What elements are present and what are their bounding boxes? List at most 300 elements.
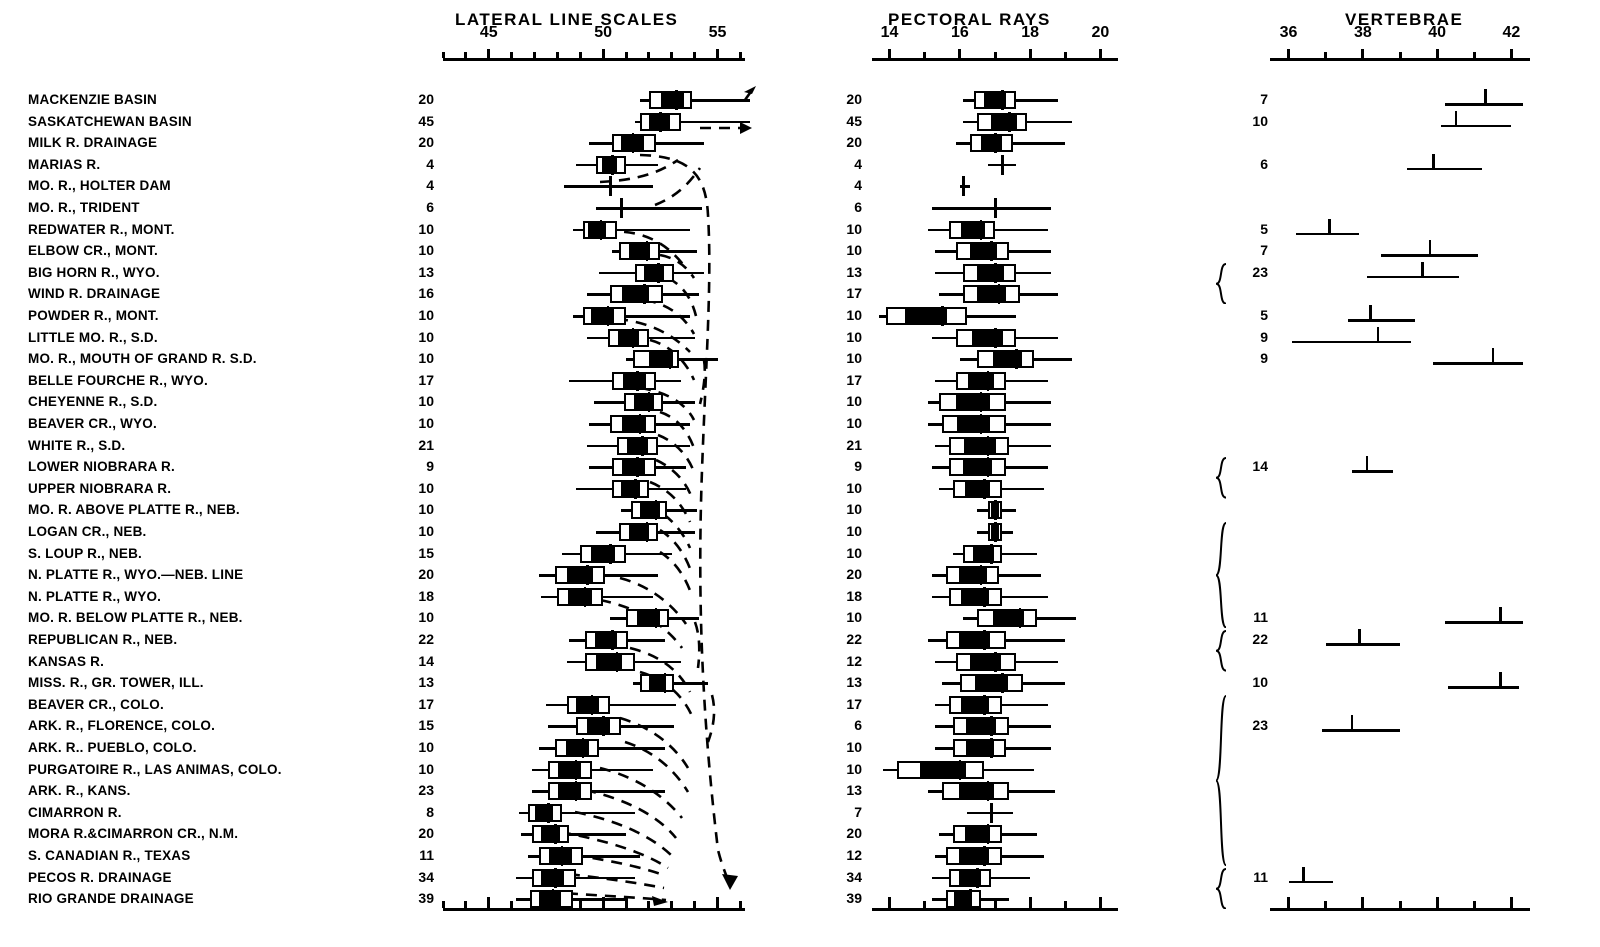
- axis-tick-label-pectoral: 14: [880, 24, 899, 41]
- bottom-tick-vertebrae: [1510, 897, 1513, 908]
- lateral-row-mean: [675, 90, 678, 110]
- pectoral-row-sd-bar: [981, 136, 1003, 150]
- vertebrae-mean: [1328, 219, 1331, 235]
- pectoral-row-mean: [987, 436, 990, 456]
- vertebrae-brace: [1214, 630, 1228, 672]
- vertebrae-range: [1445, 621, 1523, 624]
- row-label: MO. R. BELOW PLATTE R., NEB.: [28, 610, 243, 626]
- vertebrae-brace: [1214, 457, 1228, 499]
- row-label: S. CANADIAN R., TEXAS: [28, 848, 191, 863]
- pectoral-row-range: [932, 207, 1051, 210]
- lateral-row-mean: [600, 220, 603, 240]
- lateral-row-mean: [616, 652, 619, 672]
- n-pectoral: 4: [854, 177, 862, 194]
- pectoral-row-mean: [983, 695, 986, 715]
- axis-tick-vertebrae: [1361, 49, 1364, 58]
- row-label: MISS. R., GR. TOWER, ILL.: [28, 675, 204, 691]
- lateral-row-sd-bar: [587, 719, 611, 733]
- lateral-row-mean: [636, 457, 639, 477]
- lateral-row-sd-bar: [623, 374, 646, 388]
- vertebrae-range: [1292, 341, 1411, 344]
- n-pectoral: 10: [846, 242, 862, 259]
- vertebrae-range: [1367, 276, 1460, 279]
- bottom-tick-lateral: [716, 897, 719, 908]
- pectoral-row-mean: [1001, 673, 1004, 693]
- pectoral-row-mean: [1001, 90, 1004, 110]
- pectoral-row-sd-bar: [965, 482, 991, 496]
- n-vertebrae: 11: [1253, 868, 1268, 885]
- pectoral-row-mean: [990, 716, 993, 736]
- lateral-row-mean: [611, 630, 614, 650]
- vertebrae-mean: [1492, 348, 1495, 364]
- row-label: REPUBLICAN R., NEB.: [28, 632, 178, 647]
- pectoral-row-mean: [1008, 112, 1011, 132]
- row-label: S. LOUP R., NEB.: [28, 545, 142, 561]
- n-pectoral: 10: [846, 328, 862, 345]
- row-label: ELBOW CR., MONT.: [28, 243, 158, 259]
- axis-pectoral: [872, 58, 1118, 61]
- lateral-row-sd-bar: [566, 741, 589, 755]
- n-lateral: 10: [418, 328, 434, 345]
- bottom-tick-vertebrae: [1436, 897, 1439, 908]
- lateral-row-mean: [554, 824, 557, 844]
- lateral-row-mean: [655, 500, 658, 520]
- n-lateral: 20: [418, 91, 434, 107]
- n-vertebrae: 10: [1252, 112, 1268, 129]
- axis-minor-tick-lateral: [442, 52, 445, 58]
- axis-tick-lateral: [487, 49, 490, 58]
- vertebrae-range: [1448, 686, 1519, 689]
- row-label: KANSAS R.: [28, 653, 105, 669]
- row-label: PECOS R. DRAINAGE: [28, 869, 172, 885]
- lateral-row-mean: [582, 738, 585, 758]
- vertebrae-mean: [1455, 111, 1458, 127]
- pectoral-row-mean: [976, 868, 979, 888]
- n-vertebrae: 9: [1260, 350, 1268, 367]
- panel-title-vertebrae: VERTEBRAE: [1345, 10, 1464, 29]
- lateral-row-mean: [611, 155, 614, 175]
- n-vertebrae: 5: [1260, 220, 1268, 237]
- n-vertebrae: 14: [1252, 458, 1268, 475]
- lateral-row-mean: [636, 371, 639, 391]
- axis-tick-pectoral: [958, 49, 961, 58]
- n-vertebrae: 10: [1252, 674, 1268, 691]
- vertebrae-mean: [1369, 305, 1372, 321]
- row-label: BELLE FOURCHE R., WYO.: [28, 372, 208, 388]
- axis-tick-pectoral: [888, 49, 891, 58]
- n-pectoral: 21: [846, 436, 862, 453]
- n-lateral: 4: [426, 155, 434, 172]
- bottom-tick-lateral: [464, 901, 467, 908]
- lateral-row-mean: [575, 760, 578, 780]
- lateral-row-mean: [552, 889, 555, 909]
- axis-tick-label-vertebrae: 42: [1502, 24, 1521, 41]
- lateral-row-sd-bar: [644, 266, 664, 280]
- axis-minor-tick-vertebrae: [1473, 52, 1476, 58]
- pectoral-row-sd-bar: [977, 287, 1006, 301]
- panel-title-pectoral: PECTORAL RAYS: [888, 10, 1051, 29]
- lateral-row-mean: [657, 263, 660, 283]
- lateral-row-sd-bar: [539, 892, 562, 906]
- pectoral-row-mean: [987, 457, 990, 477]
- row-label: SASKATCHEWAN BASIN: [28, 113, 192, 129]
- axis-minor-tick-lateral: [579, 52, 582, 58]
- n-lateral: 6: [426, 199, 434, 215]
- lateral-row-sd-bar: [558, 763, 581, 777]
- lateral-row-sd-bar: [622, 460, 645, 474]
- vertebrae-mean: [1302, 867, 1305, 883]
- pectoral-row-sd-bar: [964, 439, 995, 453]
- n-lateral: 20: [418, 825, 434, 842]
- n-lateral: 11: [419, 847, 434, 863]
- bottom-tick-lateral: [487, 897, 490, 908]
- n-pectoral: 13: [846, 674, 862, 691]
- lateral-row-sd-bar: [535, 806, 553, 820]
- vertebrae-range: [1352, 470, 1393, 473]
- pectoral-row-mean: [1015, 349, 1018, 369]
- lateral-row-mean: [643, 284, 646, 304]
- n-pectoral: 20: [846, 825, 862, 842]
- row-label: N. PLATTE R., WYO.: [28, 588, 162, 604]
- n-vertebrae: 6: [1260, 155, 1268, 172]
- bottom-tick-lateral: [625, 901, 628, 908]
- n-lateral: 10: [418, 220, 434, 237]
- bottom-tick-lateral: [739, 901, 742, 908]
- n-pectoral: 13: [846, 782, 862, 799]
- n-lateral: 10: [418, 760, 434, 777]
- lateral-row-mean: [655, 608, 658, 628]
- lateral-row-sd-bar: [558, 784, 581, 798]
- pectoral-row-mean: [983, 630, 986, 650]
- bottom-tick-pectoral: [888, 897, 891, 908]
- lateral-row-sd-bar: [541, 827, 560, 841]
- n-pectoral: 12: [846, 652, 862, 669]
- pectoral-row-mean: [983, 587, 986, 607]
- row-label: CHEYENNE R., S.D.: [28, 394, 158, 410]
- lateral-row-sd-bar: [541, 871, 564, 885]
- row-label: ARK. R.. PUEBLO, COLO.: [28, 740, 197, 755]
- bottom-tick-vertebrae: [1399, 901, 1402, 908]
- pectoral-row-mean: [980, 392, 983, 412]
- axis-minor-tick-lateral: [556, 52, 559, 58]
- pectoral-row-mean: [987, 781, 990, 801]
- n-lateral: 20: [418, 134, 434, 151]
- n-lateral: 10: [418, 307, 434, 323]
- lateral-row-mean: [659, 112, 662, 132]
- panel-title-lateral: LATERAL LINE SCALES: [455, 10, 679, 29]
- axis-tick-label-vertebrae: 40: [1428, 24, 1447, 41]
- n-lateral: 10: [418, 415, 434, 431]
- lateral-row-mean: [634, 479, 637, 499]
- pectoral-row-mean: [994, 328, 997, 348]
- vertebrae-mean: [1358, 629, 1361, 645]
- pectoral-row-mean: [990, 803, 993, 823]
- axis-minor-tick-pectoral: [1064, 52, 1067, 58]
- row-label: ARK. R., FLORENCE, COLO.: [28, 718, 216, 734]
- lateral-row-sd-bar: [618, 331, 639, 345]
- vertebrae-mean: [1429, 240, 1432, 256]
- axis-minor-tick-lateral: [670, 52, 673, 58]
- axis-tick-label-vertebrae: 38: [1353, 24, 1372, 41]
- row-label: POWDER R., MONT.: [28, 308, 159, 323]
- axis-tick-vertebrae: [1436, 49, 1439, 58]
- bottom-tick-lateral: [647, 901, 650, 908]
- axis-tick-label-pectoral: 16: [950, 24, 969, 41]
- n-lateral: 39: [418, 890, 434, 907]
- axis-tick-pectoral: [1029, 49, 1032, 58]
- lateral-row-mean: [609, 544, 612, 564]
- n-lateral: 21: [418, 436, 434, 453]
- axis-minor-tick-pectoral: [923, 52, 926, 58]
- n-pectoral: 17: [846, 371, 862, 388]
- bottom-tick-pectoral: [1029, 897, 1032, 908]
- lateral-row-sd-bar: [627, 439, 648, 453]
- bottom-tick-pectoral: [994, 901, 997, 908]
- n-pectoral: 10: [846, 609, 862, 626]
- axis-minor-tick-lateral: [739, 52, 742, 58]
- n-lateral: 13: [418, 263, 434, 280]
- n-vertebrae: 22: [1252, 631, 1268, 647]
- n-lateral: 4: [426, 177, 434, 194]
- pectoral-row-sd-bar: [956, 395, 991, 409]
- lateral-row-mean: [575, 781, 578, 801]
- n-pectoral: 10: [846, 307, 862, 323]
- pectoral-row-mean: [1001, 155, 1004, 175]
- lateral-row-sd-bar: [622, 417, 646, 431]
- pectoral-row-mean: [994, 522, 997, 542]
- pectoral-row-mean: [990, 241, 993, 261]
- row-label: WIND R. DRAINAGE: [28, 286, 161, 302]
- axis-tick-lateral: [602, 49, 605, 58]
- n-lateral: 10: [418, 242, 434, 259]
- bottom-tick-lateral: [442, 901, 445, 908]
- n-lateral: 14: [418, 652, 434, 669]
- n-pectoral: 10: [846, 415, 862, 431]
- row-label: REDWATER R., MONT.: [28, 221, 175, 237]
- n-lateral: 15: [418, 544, 434, 561]
- n-pectoral: 7: [854, 803, 862, 820]
- n-pectoral: 12: [846, 847, 862, 863]
- row-label: MO. R., TRIDENT: [28, 200, 140, 215]
- axis-tick-label-lateral: 55: [708, 24, 727, 41]
- lateral-row-mean: [607, 306, 610, 326]
- pectoral-row-sd-bar: [968, 374, 994, 388]
- n-pectoral: 22: [846, 631, 862, 647]
- row-label: MO. R., HOLTER DAM: [28, 178, 171, 194]
- pectoral-row-mean: [998, 284, 1001, 304]
- pectoral-row-mean: [987, 371, 990, 391]
- row-label: MARIAS R.: [28, 156, 101, 172]
- vertebrae-range: [1322, 729, 1400, 732]
- pectoral-row-mean: [980, 565, 983, 585]
- vertebrae-range: [1289, 881, 1334, 884]
- axis-minor-tick-lateral: [647, 52, 650, 58]
- lateral-row-sd-bar: [567, 568, 593, 582]
- n-pectoral: 34: [846, 868, 862, 885]
- n-pectoral: 4: [854, 155, 862, 172]
- n-pectoral: 45: [846, 112, 862, 129]
- n-lateral: 13: [418, 674, 434, 691]
- bottom-tick-vertebrae: [1361, 897, 1364, 908]
- lateral-row-sd-bar: [595, 633, 618, 647]
- vertebrae-brace: [1214, 695, 1228, 866]
- row-label: PURGATOIRE R., LAS ANIMAS, COLO.: [28, 761, 282, 777]
- axis-tick-vertebrae: [1287, 49, 1290, 58]
- lateral-row-sd-bar: [621, 482, 640, 496]
- vertebrae-mean: [1366, 456, 1369, 472]
- pectoral-row-sd-bar: [970, 244, 997, 258]
- n-lateral: 8: [426, 803, 434, 820]
- n-pectoral: 6: [854, 199, 862, 215]
- bottom-tick-lateral: [693, 901, 696, 908]
- lateral-row-mean: [609, 176, 612, 196]
- n-pectoral: 10: [846, 220, 862, 237]
- axis-tick-pectoral: [1099, 49, 1102, 58]
- row-label: BEAVER CR., COLO.: [28, 696, 164, 712]
- n-pectoral: 10: [846, 760, 862, 777]
- vertebrae-brace: [1214, 263, 1228, 305]
- pectoral-row-mean: [1019, 608, 1022, 628]
- n-lateral: 10: [418, 523, 434, 539]
- pectoral-row-sd-bar: [977, 266, 1004, 280]
- lateral-row-mean: [646, 522, 649, 542]
- lateral-row-sd-bar: [588, 223, 606, 237]
- bottom-axis-pectoral: [872, 908, 1118, 911]
- pectoral-row-mean: [990, 738, 993, 758]
- bottom-tick-pectoral: [1099, 897, 1102, 908]
- n-lateral: 16: [418, 285, 434, 302]
- pectoral-row-mean: [959, 760, 962, 780]
- lateral-row-sd-bar: [602, 158, 617, 172]
- n-lateral: 22: [418, 631, 434, 647]
- n-lateral: 17: [418, 695, 434, 712]
- pectoral-row-mean: [941, 306, 944, 326]
- pectoral-row-mean: [983, 479, 986, 499]
- pectoral-row-mean: [980, 414, 983, 434]
- row-label: MORA R.&CIMARRON CR., N.M.: [28, 826, 239, 842]
- n-pectoral: 10: [846, 739, 862, 755]
- lateral-row-mean: [620, 198, 623, 218]
- row-label: LOWER NIOBRARA R.: [28, 459, 175, 475]
- n-lateral: 10: [418, 739, 434, 755]
- row-label: ARK. R., KANS.: [28, 783, 131, 799]
- n-vertebrae: 11: [1253, 609, 1268, 626]
- vertebrae-mean: [1499, 672, 1502, 688]
- vertebrae-range: [1441, 125, 1512, 128]
- lateral-row-mean: [554, 868, 557, 888]
- bottom-tick-pectoral: [1064, 901, 1067, 908]
- bottom-tick-lateral: [579, 901, 582, 908]
- n-lateral: 10: [418, 393, 434, 410]
- vertebrae-mean: [1421, 262, 1424, 278]
- n-lateral: 10: [418, 609, 434, 626]
- lateral-row-mean: [586, 565, 589, 585]
- pectoral-row-sd-bar: [959, 568, 986, 582]
- pectoral-row-mean: [994, 500, 997, 520]
- n-vertebrae: 9: [1260, 328, 1268, 345]
- row-label: BEAVER CR., WYO.: [28, 416, 157, 431]
- vertebrae-range: [1407, 168, 1481, 171]
- pectoral-row-mean: [987, 824, 990, 844]
- row-label: N. PLATTE R., WYO.—NEB. LINE: [28, 567, 244, 583]
- bottom-axis-lateral: [443, 908, 745, 911]
- n-vertebrae: 7: [1260, 91, 1268, 107]
- vertebrae-mean: [1377, 327, 1380, 343]
- bottom-tick-vertebrae: [1287, 897, 1290, 908]
- n-lateral: 18: [418, 587, 434, 604]
- row-label: WHITE R., S.D.: [28, 437, 126, 453]
- n-pectoral: 18: [846, 587, 862, 604]
- n-pectoral: 13: [846, 263, 862, 280]
- axis-lateral: [443, 58, 745, 61]
- pectoral-row-mean: [994, 652, 997, 672]
- lateral-row-mean: [602, 716, 605, 736]
- pectoral-row-mean: [962, 176, 965, 196]
- n-pectoral: 20: [846, 91, 862, 107]
- vertebrae-mean: [1351, 715, 1354, 731]
- vertebrae-mean: [1499, 607, 1502, 623]
- n-pectoral: 17: [846, 285, 862, 302]
- axis-tick-label-lateral: 50: [594, 24, 613, 41]
- axis-minor-tick-lateral: [510, 52, 513, 58]
- row-label: MO. R., MOUTH OF GRAND R. S.D.: [28, 351, 257, 367]
- n-pectoral: 10: [846, 501, 862, 518]
- pectoral-row-sd-bar: [957, 417, 990, 431]
- pectoral-row-sd-bar: [991, 115, 1017, 129]
- pectoral-row-mean: [994, 263, 997, 283]
- n-lateral: 17: [418, 371, 434, 388]
- n-vertebrae: 7: [1260, 242, 1268, 259]
- n-lateral: 15: [418, 717, 434, 734]
- lateral-row-mean: [639, 414, 642, 434]
- lateral-row-sd-bar: [661, 93, 684, 107]
- n-pectoral: 10: [846, 393, 862, 410]
- pectoral-row-mean: [994, 133, 997, 153]
- axis-minor-tick-vertebrae: [1324, 52, 1327, 58]
- vertebrae-range: [1348, 319, 1415, 322]
- n-pectoral: 10: [846, 544, 862, 561]
- n-lateral: 23: [418, 782, 434, 799]
- n-vertebrae: 23: [1252, 263, 1268, 280]
- n-lateral: 10: [418, 350, 434, 367]
- n-lateral: 10: [418, 479, 434, 496]
- n-pectoral: 9: [854, 458, 862, 475]
- n-lateral: 10: [418, 501, 434, 518]
- axis-minor-tick-lateral: [693, 52, 696, 58]
- axis-minor-tick-lateral: [625, 52, 628, 58]
- n-vertebrae: 23: [1252, 717, 1268, 734]
- axis-minor-tick-lateral: [464, 52, 467, 58]
- axis-tick-vertebrae: [1510, 49, 1513, 58]
- pectoral-row-mean: [983, 846, 986, 866]
- axis-minor-tick-lateral: [533, 52, 536, 58]
- n-pectoral: 17: [846, 695, 862, 712]
- n-vertebrae: 5: [1260, 307, 1268, 323]
- axis-tick-label-pectoral: 18: [1021, 24, 1040, 41]
- n-lateral: 45: [418, 112, 434, 129]
- lateral-row-mean: [547, 803, 550, 823]
- vertebrae-range: [1433, 362, 1522, 365]
- lateral-row-mean: [641, 436, 644, 456]
- lateral-row-mean: [632, 328, 635, 348]
- n-pectoral: 10: [846, 479, 862, 496]
- bottom-tick-lateral: [670, 901, 673, 908]
- lateral-row-mean: [646, 241, 649, 261]
- bottom-tick-vertebrae: [1473, 901, 1476, 908]
- axis-minor-tick-pectoral: [994, 52, 997, 58]
- pectoral-row-mean: [990, 544, 993, 564]
- n-lateral: 20: [418, 566, 434, 583]
